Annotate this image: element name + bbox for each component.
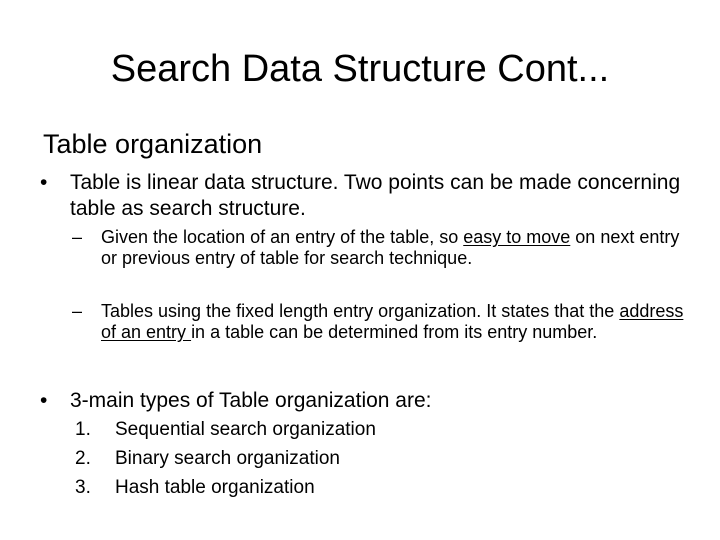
numbered-list-item xyxy=(75,418,376,442)
underlined-phrase: easy to move xyxy=(463,227,571,247)
list-item-text: Sequential search organization xyxy=(115,419,376,440)
list-item-text: Binary search organization xyxy=(115,448,340,469)
sub-bullet-text-after: on next entry or previous entry of table for search technique. xyxy=(101,227,680,268)
numbered-list-item xyxy=(75,476,315,500)
list-number: 1. xyxy=(75,419,91,440)
bullet-item xyxy=(40,170,690,222)
list-number: 2. xyxy=(75,448,91,469)
list-item-text: Hash table organization xyxy=(115,477,315,498)
bullet-marker: • xyxy=(40,171,48,194)
list-number: 3. xyxy=(75,477,91,498)
underlined-phrase: address of an entry xyxy=(101,301,684,342)
sub-bullet-text-before: Given the location of an entry of the table, so xyxy=(101,227,464,247)
dash-marker: – xyxy=(72,227,83,247)
bullet-text: 3-main types of Table organization are: xyxy=(70,389,432,412)
sub-bullet-text-after: in a table can be determined from its entry number. xyxy=(191,322,598,342)
sub-bullet-text xyxy=(101,301,687,343)
sub-bullet-item xyxy=(72,227,687,269)
sub-bullet-item xyxy=(72,301,687,343)
bullet-item xyxy=(40,388,690,414)
section-heading: Table organization xyxy=(43,129,263,159)
slide-title: Search Data Structure Cont... xyxy=(110,48,610,90)
dash-marker: – xyxy=(72,301,83,321)
bullet-text: Table is linear data structure. Two points can be made concerning table as search structure. xyxy=(70,171,681,220)
bullet-marker: • xyxy=(40,389,48,412)
sub-bullet-text xyxy=(101,227,687,269)
numbered-list-item xyxy=(75,447,340,471)
sub-bullet-text-before: Tables using the fixed length entry organization. It states that the xyxy=(101,301,620,321)
